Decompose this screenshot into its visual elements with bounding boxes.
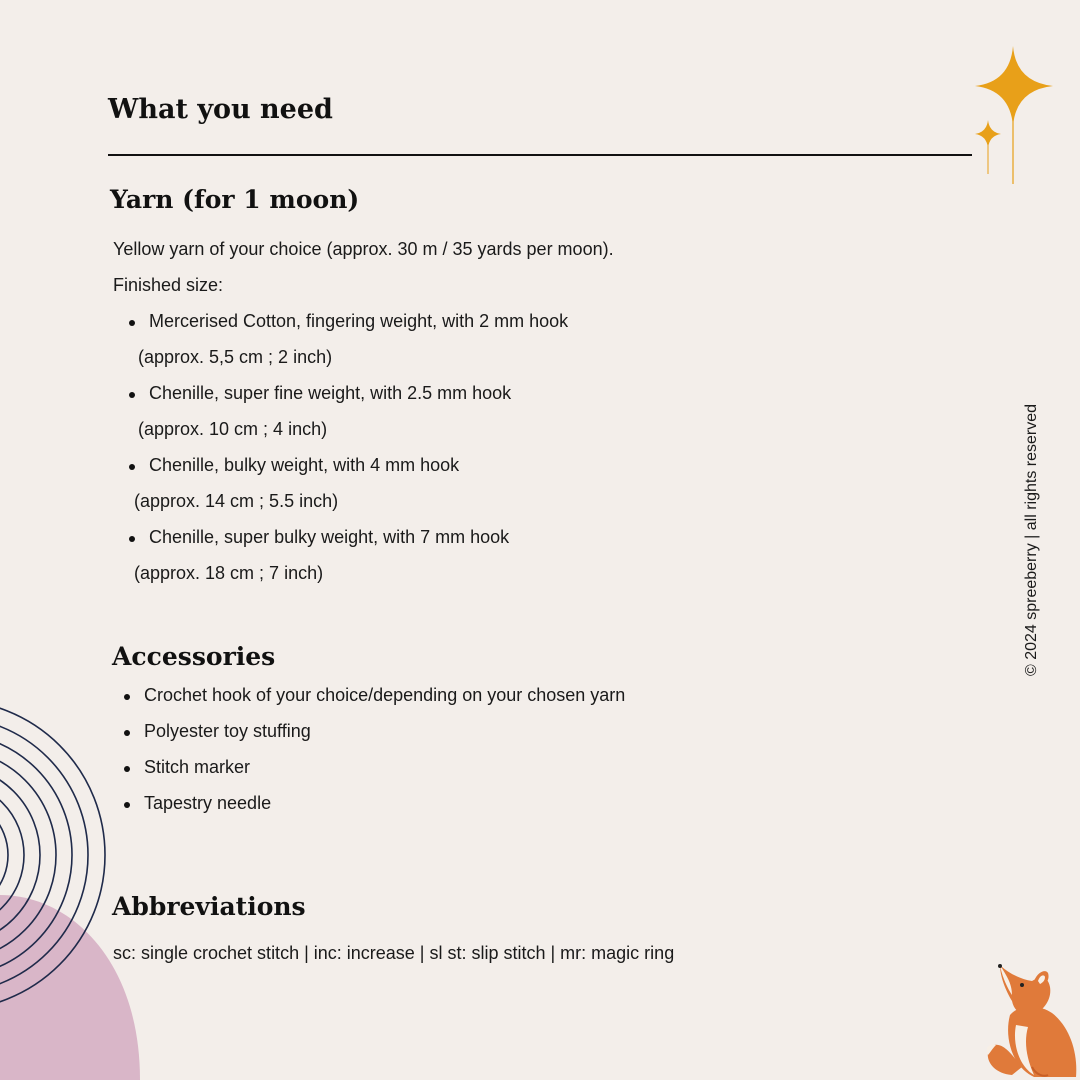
- yarn-item-size: (approx. 18 cm ; 7 inch): [134, 563, 324, 583]
- finished-size-label: Finished size:: [113, 275, 224, 295]
- sparkle-icon: [968, 44, 1058, 189]
- page-title: What you need: [108, 94, 333, 125]
- copyright-notice: © 2024 spreeberry | all rights reserved: [1023, 403, 1040, 677]
- yarn-item-size: (approx. 5,5 cm ; 2 inch): [138, 347, 333, 367]
- bullet-icon: [124, 766, 130, 772]
- bullet-icon: [129, 392, 135, 398]
- bullet-icon: [129, 320, 135, 326]
- yarn-item-size: (approx. 10 cm ; 4 inch): [138, 419, 328, 439]
- bullet-icon: [124, 694, 130, 700]
- abbreviations-text: sc: single crochet stitch | inc: increase | sl st: slip stitch | mr: magic ring: [113, 943, 675, 963]
- accessories-heading: Accessories: [112, 642, 276, 671]
- bullet-icon: [124, 730, 130, 736]
- title-divider: [108, 154, 972, 156]
- fox-illustration: [982, 955, 1080, 1080]
- yarn-intro: Yellow yarn of your choice (approx. 30 m / 35 yards per moon).: [113, 239, 614, 259]
- abbreviations-heading: Abbreviations: [112, 892, 306, 921]
- bullet-icon: [124, 802, 130, 808]
- bullet-icon: [129, 464, 135, 470]
- yarn-item-size: (approx. 14 cm ; 5.5 inch): [134, 491, 339, 511]
- yarn-heading: Yarn (for 1 moon): [110, 185, 360, 214]
- bullet-icon: [129, 536, 135, 542]
